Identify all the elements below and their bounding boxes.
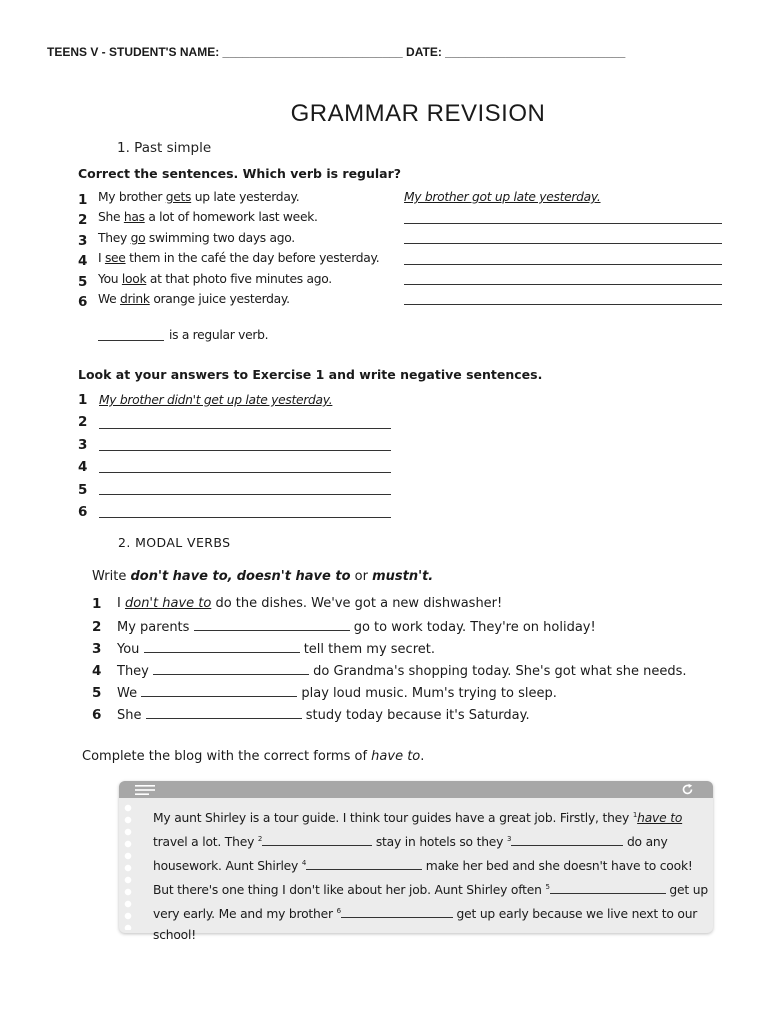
section-heading-past-simple: 1. Past simple (117, 140, 212, 156)
answer-line-3[interactable] (404, 243, 722, 244)
answer-line[interactable] (99, 517, 391, 518)
item-number: 1 (92, 596, 102, 612)
list-item (78, 189, 300, 208)
example-negative-answer: My brother didn't get up late yesterday. (99, 393, 333, 407)
item-number: 3 (92, 641, 102, 657)
item-number: 2 (92, 619, 102, 635)
sentence: You look at that photo five minutes ago. (98, 272, 332, 286)
item-number: 4 (92, 663, 102, 679)
answer-blank[interactable] (141, 685, 297, 697)
example-answer-1: My brother got up late yesterday. (404, 190, 601, 204)
instruction-complete-blog: Complete the blog with the correct forms of have to. (82, 749, 425, 764)
list-item (78, 271, 332, 290)
answer-line-6[interactable] (404, 304, 722, 305)
item-number: 1 (78, 392, 88, 408)
item-number: 5 (92, 685, 102, 701)
answer-line-2[interactable] (404, 223, 722, 224)
list-item: 2 My parents go to work today. They're on holiday! (92, 619, 596, 635)
list-item: 1 I don't have to do the dishes. We've got a new dishwasher! (92, 596, 503, 612)
item-number: 5 (78, 482, 88, 498)
list-item: 4 They do Grandma's shopping today. She's got what she needs. (92, 663, 687, 679)
blog-binding-decoration (121, 802, 135, 930)
answer-blank[interactable] (144, 641, 300, 653)
page-title: GRAMMAR REVISION (290, 100, 546, 127)
answer-line-4[interactable] (404, 264, 722, 265)
list-item: 3 You tell them my secret. (92, 641, 435, 657)
blog-blank-6[interactable] (341, 906, 453, 918)
item-number: 2 (78, 212, 88, 228)
blog-blank-4[interactable] (306, 858, 422, 870)
item-number: 4 (78, 459, 88, 475)
blog-blank-2[interactable] (262, 834, 372, 846)
regular-verb-text: is a regular verb. (169, 328, 269, 342)
list-item: 6 She study today because it's Saturday. (92, 707, 530, 723)
blog-panel (119, 781, 713, 943)
list-item (78, 250, 380, 269)
list-item (78, 291, 290, 310)
sentence: They go swimming two days ago. (98, 231, 295, 245)
item-number: 6 (92, 707, 102, 723)
sentence: We drink orange juice yesterday. (98, 292, 290, 306)
answer-blank[interactable] (153, 663, 309, 675)
list-item (78, 209, 318, 228)
answer-blank[interactable] (194, 619, 350, 631)
item-number: 6 (78, 294, 88, 310)
blog-blank-3[interactable] (511, 834, 623, 846)
sentence: I see them in the café the day before yesterday. (98, 251, 380, 265)
item-number: 3 (78, 437, 88, 453)
answer-line[interactable] (99, 428, 391, 429)
section-heading-modal-verbs: 2. MODAL VERBS (118, 535, 231, 550)
item-number: 5 (78, 274, 88, 290)
item-number: 1 (78, 192, 88, 208)
answer-line-5[interactable] (404, 284, 722, 285)
regular-verb-blank[interactable] (98, 340, 164, 341)
instruction-modal-verbs: Write don't have to, doesn't have to or mustn't. (92, 569, 434, 584)
sentence: She has a lot of homework last week. (98, 210, 318, 224)
menu-icon[interactable] (135, 784, 155, 796)
blog-blank-5[interactable] (550, 882, 666, 894)
blog-toolbar (119, 781, 713, 798)
refresh-icon[interactable] (681, 783, 694, 796)
item-number: 3 (78, 233, 88, 249)
list-item (78, 230, 295, 249)
item-number: 6 (78, 504, 88, 520)
sentence: My brother gets up late yesterday. (98, 190, 300, 204)
answer-line[interactable] (99, 472, 391, 473)
blog-text: My aunt Shirley is a tour guide. I think tour guides have a great job. Firstly, they $^1$have to travel a lot. They $^2$ stay in hotels so they $^3$ do any housework. Aunt Shirley $^4$ make her bed and she doesn't have to cook! But there's one thing I don't like about her job. Aunt Shirley often $^5$ get up very early. Me and my brother $^6$ get up early because we live next to our school! (153, 811, 708, 943)
item-number: 2 (78, 414, 88, 430)
answer-line[interactable] (99, 494, 391, 495)
list-item: 5 We play loud music. Mum's trying to sleep. (92, 685, 557, 701)
answer-line[interactable] (99, 450, 391, 451)
answer-blank[interactable] (146, 707, 302, 719)
item-number: 4 (78, 253, 88, 269)
instruction-correct-sentences: Correct the sentences. Which verb is regular? (78, 166, 402, 181)
header-name-date: TEENS V - STUDENT'S NAME: ___________________________ DATE: ___________________________ (47, 45, 626, 59)
instruction-negative-sentences: Look at your answers to Exercise 1 and write negative sentences. (78, 367, 543, 382)
